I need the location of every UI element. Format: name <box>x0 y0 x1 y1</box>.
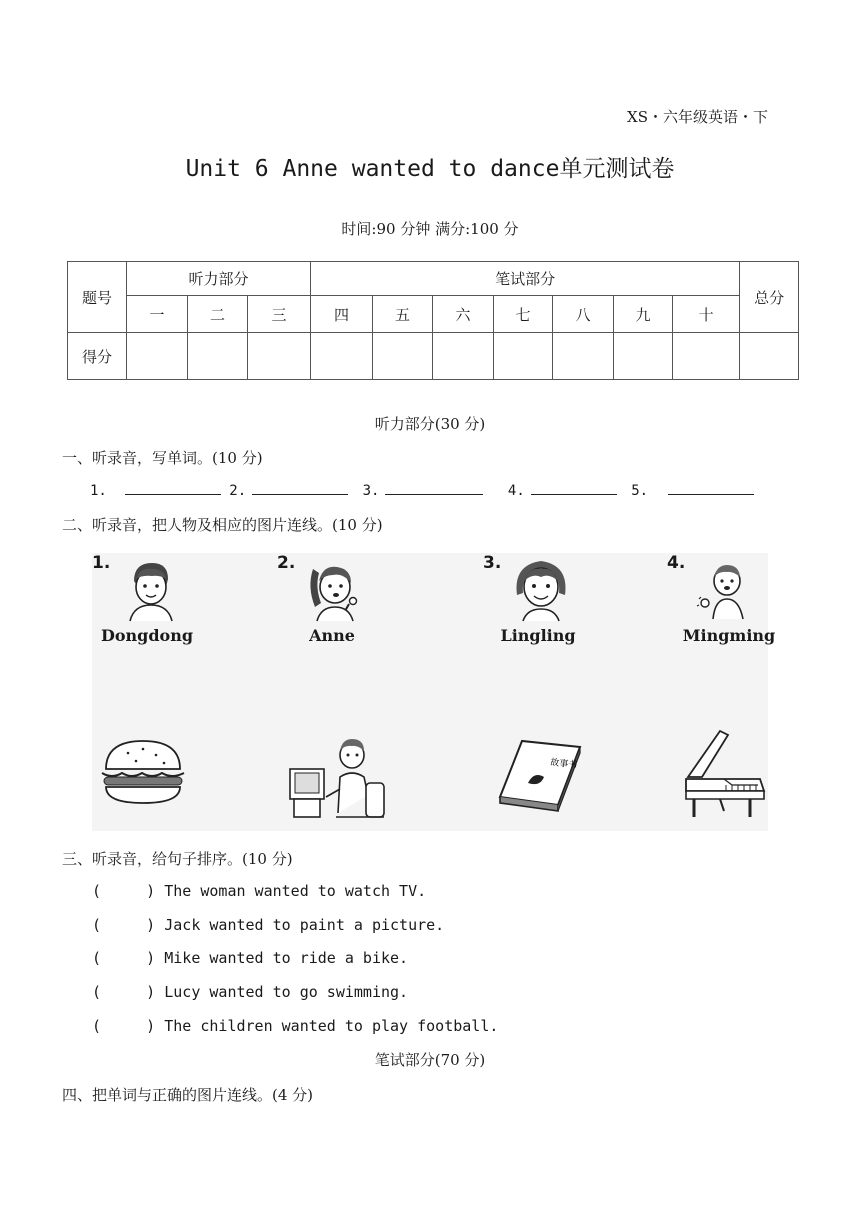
score-cell[interactable] <box>248 333 311 380</box>
boy-computer-icon <box>288 733 388 823</box>
col-7: 七 <box>494 296 553 333</box>
person-name: Dongdong <box>100 626 194 645</box>
person-number: 3. <box>483 553 502 573</box>
person-anne[interactable] <box>277 553 407 653</box>
score-cell[interactable] <box>614 333 673 380</box>
score-cell-total[interactable] <box>740 333 799 380</box>
sentence-row[interactable]: ( ) Jack wanted to paint a picture. <box>92 916 445 934</box>
girl-singing-icon <box>301 557 371 623</box>
col-3: 三 <box>248 296 311 333</box>
col-6: 六 <box>433 296 494 333</box>
hamburger-icon <box>98 733 188 813</box>
time-score-line: 时间:90 分钟 满分:100 分 <box>341 220 519 238</box>
header-cell-writing: 笔试部分 <box>311 262 740 296</box>
q1-blanks <box>90 480 754 499</box>
col-1: 一 <box>127 296 188 333</box>
q4-heading: 四、把单词与正确的图片连线。(4 分) <box>62 1086 314 1104</box>
person-name: Anne <box>309 626 355 645</box>
blank-number: 5. <box>631 483 649 499</box>
score-cell[interactable] <box>553 333 614 380</box>
person-dongdong[interactable] <box>92 553 222 653</box>
person-number: 4. <box>667 553 686 573</box>
answer-blank[interactable] <box>531 480 617 495</box>
blank-number: 3. <box>362 483 380 499</box>
picture-piano[interactable] <box>680 725 810 815</box>
person-mingming[interactable] <box>667 553 797 653</box>
sentence-row[interactable]: ( ) The woman wanted to watch TV. <box>92 882 427 900</box>
blank-number: 2. <box>229 483 247 499</box>
listening-section-heading: 听力部分(30 分) <box>374 415 486 433</box>
writing-section-heading: 笔试部分(70 分) <box>374 1051 486 1069</box>
person-name: Lingling <box>500 626 576 645</box>
score-cell[interactable] <box>311 333 373 380</box>
person-lingling[interactable] <box>483 553 613 653</box>
col-4: 四 <box>311 296 373 333</box>
page-title <box>0 150 860 183</box>
piano-icon <box>680 725 770 825</box>
person-name: Mingming <box>682 626 776 645</box>
col-9: 九 <box>614 296 673 333</box>
boy-waving-icon <box>691 557 755 623</box>
col-5: 五 <box>373 296 433 333</box>
picture-hamburger[interactable] <box>98 733 228 823</box>
q1-heading: 一、听录音，写单词。(10 分) <box>62 449 263 467</box>
sentence-row[interactable]: ( ) Lucy wanted to go swimming. <box>92 983 409 1001</box>
score-cell[interactable] <box>188 333 248 380</box>
score-cell[interactable] <box>673 333 740 380</box>
header-cell-total: 总分 <box>740 262 799 333</box>
picture-storybook[interactable] <box>492 733 622 823</box>
col-10: 十 <box>673 296 740 333</box>
matching-picture-panel <box>92 553 776 831</box>
answer-blank[interactable] <box>252 480 348 495</box>
storybook-icon <box>492 733 582 813</box>
col-8: 八 <box>553 296 614 333</box>
picture-boy-computer[interactable] <box>288 733 418 823</box>
score-row-label: 得分 <box>68 333 127 380</box>
header-tag: XS・六年级英语・下 <box>627 108 768 126</box>
answer-blank[interactable] <box>668 480 754 495</box>
col-2: 二 <box>188 296 248 333</box>
header-cell-listening: 听力部分 <box>127 262 311 296</box>
sentence-row[interactable]: ( ) The children wanted to play football. <box>92 1017 499 1035</box>
blank-number: 4. <box>507 483 525 499</box>
score-cell[interactable] <box>433 333 494 380</box>
sentence-row[interactable]: ( ) Mike wanted to ride a bike. <box>92 949 409 967</box>
q3-heading: 三、听录音，给句子排序。(10 分) <box>62 850 293 868</box>
person-number: 2. <box>277 553 296 573</box>
girl-face-icon <box>509 555 573 623</box>
score-table <box>67 261 799 380</box>
answer-blank[interactable] <box>125 480 221 495</box>
person-number: 1. <box>92 553 111 573</box>
score-cell[interactable] <box>494 333 553 380</box>
header-cell-tihao: 题号 <box>68 262 127 333</box>
score-cell[interactable] <box>127 333 188 380</box>
answer-blank[interactable] <box>385 480 483 495</box>
score-cell[interactable] <box>373 333 433 380</box>
boy-face-icon <box>120 557 180 623</box>
blank-number: 1. <box>90 483 107 499</box>
q2-heading: 二、听录音，把人物及相应的图片连线。(10 分) <box>62 516 383 534</box>
title-chinese: 单元测试卷 <box>559 156 675 182</box>
title-english: Unit 6 Anne wanted to dance <box>185 156 560 182</box>
book-title-text: 故事书 <box>549 758 578 771</box>
